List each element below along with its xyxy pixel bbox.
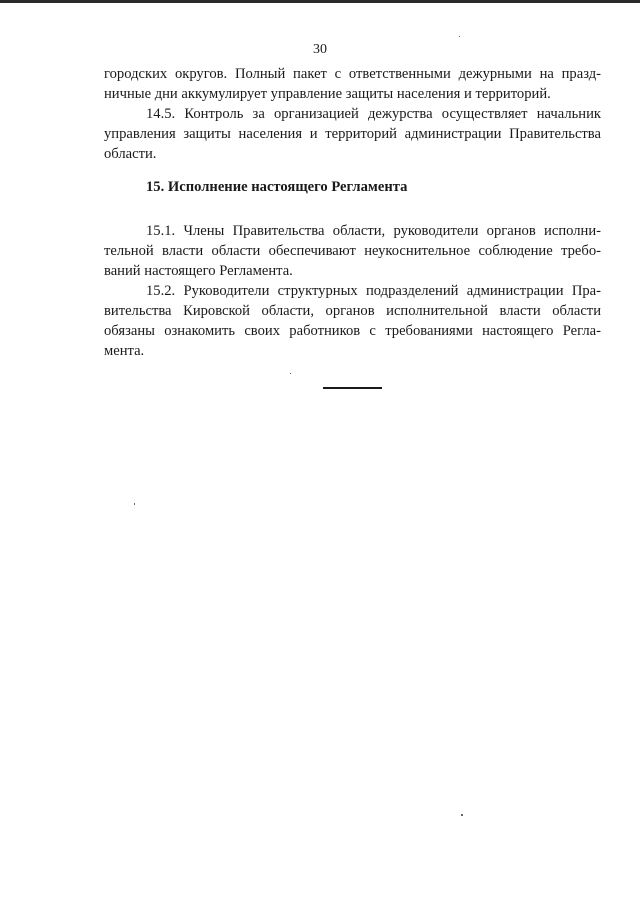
paragraph-3-line-1: 15.1. Члены Правительства области, руководители органов исполни- <box>146 223 601 239</box>
paragraph-4-line-1: 15.2. Руководители структурных подразделений администрации Пра- <box>146 283 601 299</box>
scan-speck <box>134 503 135 505</box>
paragraph-1-line-1: городских округов. Полный пакет с ответственными дежурными на празд- <box>104 66 601 82</box>
paragraph-4-line-2: вительства Кировской области, органов исполнительной власти области <box>104 303 601 319</box>
scan-speck <box>459 36 460 37</box>
paragraph-2-line-3: области. <box>104 146 157 162</box>
paragraph-3-line-3: ваний настоящего Регламента. <box>104 263 293 279</box>
page-number: 30 <box>313 42 327 57</box>
scan-speck <box>461 814 463 816</box>
paragraph-1-line-2: ничные дни аккумулирует управление защиты населения и территорий. <box>104 86 551 102</box>
paragraph-2-line-1: 14.5. Контроль за организацией дежурства осуществляет начальник <box>146 106 601 122</box>
top-border-rule <box>0 0 640 3</box>
paragraph-2-line-2: управления защиты населения и территорий администрации Правительства <box>104 126 601 142</box>
paragraph-4-line-4: мента. <box>104 343 145 359</box>
scan-speck <box>290 373 291 374</box>
section-heading: 15. Исполнение настоящего Регламента <box>146 179 408 195</box>
paragraph-4-line-3: обязаны ознакомить своих работников с требованиями настоящего Регла- <box>104 323 601 339</box>
paragraph-3-line-2: тельной власти области обеспечивают неукоснительное соблюдение требо- <box>104 243 601 259</box>
closing-rule <box>323 387 382 389</box>
